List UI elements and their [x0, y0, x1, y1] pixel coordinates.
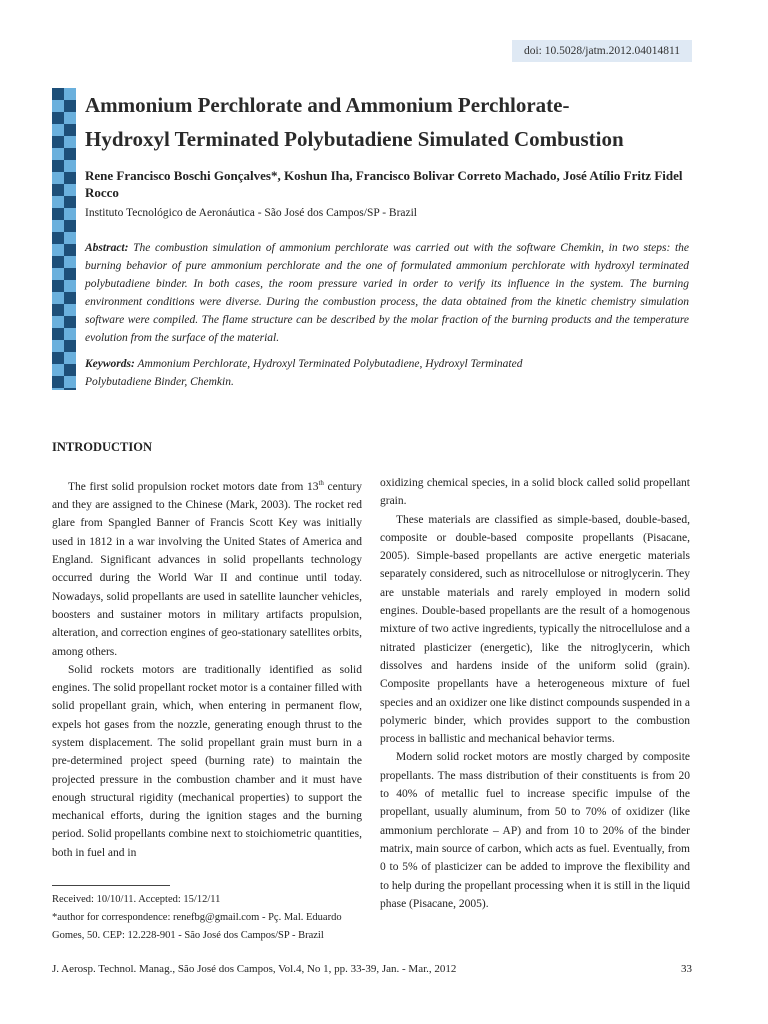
stripe-cell [52, 208, 64, 220]
stripe-cell [52, 112, 64, 124]
affiliation: Instituto Tecnológico de Aeronáutica - São José dos Campos/SP - Brazil [85, 207, 418, 219]
title-line-1: Ammonium Perchlorate and Ammonium Perchlorate- [85, 93, 570, 117]
footnote-author: *author for correspondence: renefbg@gmail.com - Pç. Mal. Eduardo Gomes, 50. CEP: 12.228-901 - São José dos Campos/SP - Brazil [52, 912, 342, 941]
stripe-cell [52, 256, 64, 268]
stripe-cell [64, 304, 76, 316]
stripe-cell [64, 136, 76, 148]
stripe-cell [52, 100, 64, 112]
stripe-cell [52, 220, 64, 232]
stripe-cell [52, 232, 64, 244]
journal-citation: J. Aerosp. Technol. Manag., São José dos Campos, Vol.4, No 1, pp. 33-39, Jan. - Mar., 2012 [52, 963, 457, 975]
footnote-divider [52, 885, 170, 886]
stripe-cell [64, 172, 76, 184]
stripe-cell [64, 220, 76, 232]
paper-title [85, 88, 705, 156]
stripe-cell [64, 268, 76, 280]
stripe-cell [52, 340, 64, 352]
stripe-cell [52, 88, 64, 100]
stripe-cell [64, 208, 76, 220]
stripe-cell [64, 292, 76, 304]
stripe-cell [64, 232, 76, 244]
doi-label[interactable]: doi: 10.5028/jatm.2012.04014811 [512, 40, 692, 62]
stripe-cell [64, 364, 76, 376]
footnote-received: Received: 10/10/11. Accepted: 15/12/11 [52, 894, 221, 905]
title-line-2: Hydroxyl Terminated Polybutadiene Simulated Combustion [85, 127, 624, 151]
stripe-cell [52, 136, 64, 148]
stripe-cell [64, 328, 76, 340]
abstract-label: Abstract: [85, 242, 129, 254]
stripe-cell [52, 160, 64, 172]
decorative-checker-stripe [52, 88, 76, 390]
stripe-cell [52, 148, 64, 160]
stripe-cell [52, 268, 64, 280]
stripe-cell [64, 112, 76, 124]
stripe-cell [52, 292, 64, 304]
stripe-cell [64, 100, 76, 112]
abstract-text: The combustion simulation of ammonium perchlorate was carried out with the software Chemkin, in two steps: the burning behavior of pure ammonium perchlorate and the one of formulated ammonium perchlorate with hydroxyl terminated polybutadiene binder. In both cases, the room pressure varied in order to verify its influence in the system. The burning environment conditions were diverse. During the combustion process, the data obtained from the kinetic chemistry simulation software were compiled. The flame structure can be described by the molar fraction of the burning products and the temperature evolution from the surface of the material. [85, 242, 689, 344]
stripe-cell [52, 316, 64, 328]
footnotes [52, 891, 372, 945]
paragraph: Modern solid rocket motors are mostly charged by composite propellants. The mass distribution of their constituents is from 20 to 40% of metallic fuel to increase specific impulse of the propellant, usually aluminum, from 50 to 70% of oxidizer (like ammonium perchlorate – AP) and from 10 to 20% of the binder matrix, main source of carbon, which acts as fuel. Eventually, from 0 to 5% of plasticizer can be added to improve the flexibility and to help during the propellant processing when it is still in the liquid phase (Pisacane, 2005). [380, 751, 690, 910]
stripe-cell [64, 340, 76, 352]
stripe-cell [64, 160, 76, 172]
stripe-cell [52, 352, 64, 364]
stripe-cell [52, 364, 64, 376]
paragraph: Solid rockets motors are traditionally identified as solid engines. The solid propellant rocket motor is a container filled with solid propellant grain, which, when entering in permanent flow, expels hot gases from the nozzle, generating enough thrust to the system displacement. The solid propellant grain must burn in a pre-determined project speed (burning rate) to maintain the projected pressure in the combustion chamber and it must have enough structural rigidity (mechanical properties) to support the mechanical efforts, during the ignition stages and the burning period. Solid propellants combine next to stoichiometric quantities, both in fuel and in [52, 663, 362, 859]
stripe-cell [52, 184, 64, 196]
body-column-right [380, 474, 690, 913]
stripe-cell [64, 196, 76, 208]
stripe-cell [52, 376, 64, 388]
stripe-cell [64, 352, 76, 364]
section-heading-introduction: INTRODUCTION [52, 440, 153, 454]
stripe-cell [64, 388, 76, 390]
stripe-cell [52, 388, 64, 390]
stripe-cell [64, 280, 76, 292]
stripe-cell [52, 244, 64, 256]
keywords-text: Ammonium Perchlorate, Hydroxyl Terminated Polybutadiene, Hydroxyl Terminated Polybutadiene Binder, Chemkin. [85, 358, 523, 388]
stripe-cell [52, 280, 64, 292]
stripe-cell [64, 88, 76, 100]
body-column-left [52, 474, 362, 862]
author-list: Rene Francisco Boschi Gonçalves*, Koshun Iha, Francisco Bolivar Correto Machado, José Atílio Fritz Fidel Rocco [85, 168, 683, 200]
stripe-cell [64, 256, 76, 268]
paragraph: oxidizing chemical species, in a solid block called solid propellant grain. [380, 477, 690, 508]
stripe-cell [64, 124, 76, 136]
keywords [85, 355, 585, 391]
page-number: 33 [681, 963, 692, 975]
stripe-cell [64, 244, 76, 256]
stripe-cell [64, 148, 76, 160]
stripe-cell [64, 316, 76, 328]
stripe-cell [64, 184, 76, 196]
stripe-cell [52, 304, 64, 316]
paragraph: The first solid propulsion rocket motors date from 13th century and they are assigned to the Chinese (Mark, 2003). The rocket red glare from Spangled Banner of Francis Scott Key was initially used in 1812 in a war involving the United States of America and England. Significant advances in solid propellants technology occurred during the World War II and continue until today. Nowadays, solid propellants are used in satellite launcher vehicles, boosters and sustainer motors in military artifacts propulsion, alteration, and correction engines of geo-stationary satellites orbits, among others. [52, 479, 363, 658]
abstract [85, 239, 689, 347]
stripe-cell [64, 376, 76, 388]
stripe-cell [52, 124, 64, 136]
keywords-label: Keywords: [85, 358, 135, 370]
stripe-cell [52, 172, 64, 184]
paragraph: These materials are classified as simple-based, double-based, composite or double-based composite propellants (Pisacane, 2005). Simple-based propellants are active energetic materials separately considered, such as nitrocellulose or nitroglycerin. They are unstable materials and rarely employed in modern solid engines. Double-based propellants are the result of a homogenous mixture of two active ingredients, typically the nitrocellulose and a nitrated plasticizer (energetic), like the nitroglycerin, which dissolves and hardens inside of the uniform solid (grain). Composite propellants have a heterogeneous mixture of fuel species and an oxidizer one like distinct compounds suspended in a polymeric binder, which provides support to the combustion process in ballistic and mechanical behavior terms. [380, 513, 690, 746]
stripe-cell [52, 196, 64, 208]
stripe-cell [52, 328, 64, 340]
